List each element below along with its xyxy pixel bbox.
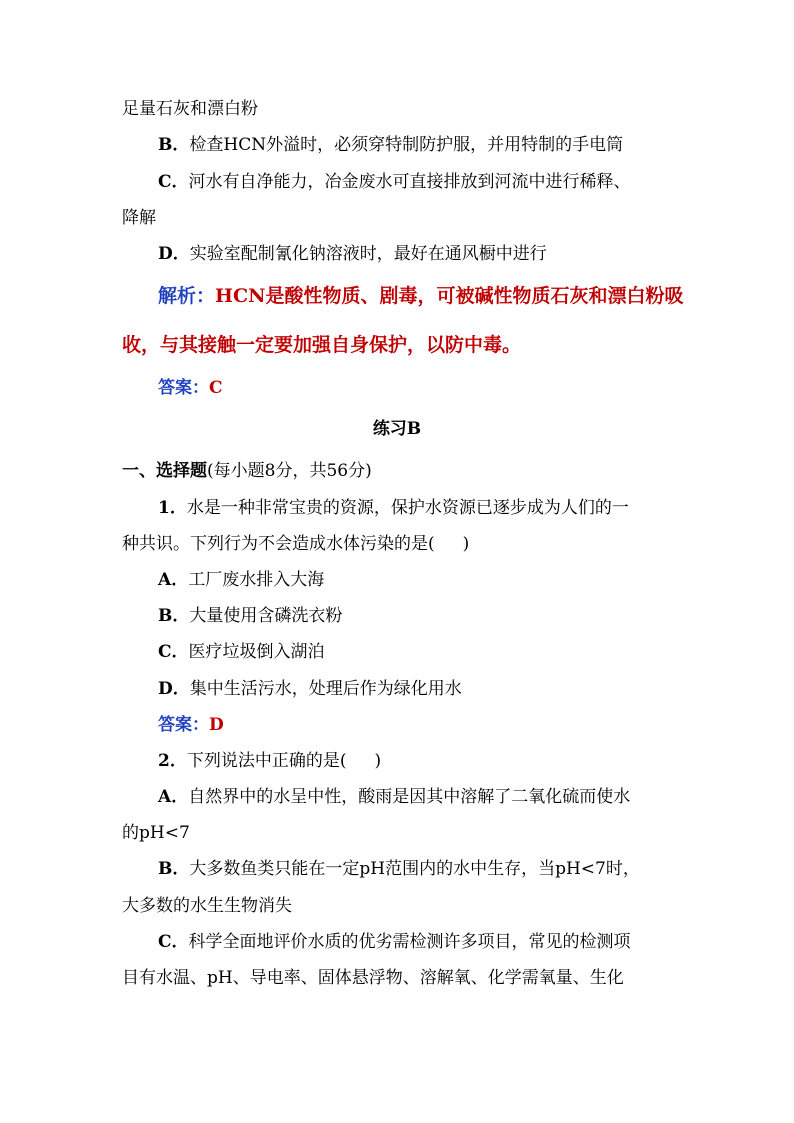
prev-option-b bbox=[158, 134, 718, 156]
option-text: 检查HCN外溢时，必须穿特制防护服，并用特制的手电筒 bbox=[189, 135, 624, 155]
question-text: 水是一种非常宝贵的资源，保护水资源已逐步成为人们的一 bbox=[186, 498, 629, 518]
q1-option-a bbox=[158, 569, 718, 591]
prev-question-continuation: 足量石灰和漂白粉 bbox=[122, 99, 258, 119]
option-text: 医疗垃圾倒入湖泊 bbox=[188, 642, 325, 662]
option-label: A． bbox=[158, 787, 189, 807]
q1-option-c bbox=[158, 641, 718, 663]
q2-option-c-cont: 目有水温、pH、导电率、固体悬浮物、溶解氧、化学需氧量、生化 bbox=[122, 968, 624, 988]
question-bracket-close: ) bbox=[462, 534, 470, 554]
prev-option-c bbox=[158, 171, 718, 193]
option-label: C． bbox=[158, 932, 189, 952]
q1-stem-line-2 bbox=[122, 533, 682, 555]
answer-value: C bbox=[209, 378, 223, 398]
q2-option-c bbox=[158, 931, 718, 953]
question-text: 下列说法中正确的是( bbox=[186, 751, 347, 771]
q2-stem bbox=[158, 750, 718, 772]
section-heading-bold: 一、选择题 bbox=[122, 461, 207, 481]
analysis-line-1 bbox=[158, 285, 718, 307]
option-text: 河水有自净能力，冶金废水可直接排放到河流中进行稀释、 bbox=[188, 172, 631, 192]
option-text: 大多数鱼类只能在一定pH范围内的水中生存，当pH<7时， bbox=[189, 859, 640, 879]
q1-option-d bbox=[158, 678, 718, 700]
section-heading-note: (每小题8分，共56分) bbox=[207, 461, 372, 481]
q1-stem-line-1 bbox=[158, 497, 718, 519]
prev-option-d bbox=[158, 243, 718, 265]
question-bracket-close: ) bbox=[374, 751, 382, 771]
answer-label: 答案： bbox=[158, 715, 209, 735]
option-label: B． bbox=[158, 135, 190, 155]
prev-option-c-cont: 降解 bbox=[122, 208, 156, 228]
section-title: 练习B bbox=[372, 419, 422, 439]
option-label: C． bbox=[158, 172, 189, 192]
option-text: 集中生活污水，处理后作为绿化用水 bbox=[189, 679, 462, 699]
question-text: 种共识。下列行为不会造成水体污染的是( bbox=[122, 534, 435, 554]
q2-option-a bbox=[158, 786, 718, 808]
option-label: C． bbox=[158, 642, 189, 662]
option-label: A． bbox=[158, 570, 189, 590]
q2-option-a-cont: 的pH<7 bbox=[122, 823, 190, 843]
answer-value: D bbox=[209, 715, 224, 735]
q2-option-b bbox=[158, 858, 718, 880]
option-label: B． bbox=[158, 859, 190, 879]
option-text: 实验室配制氰化钠溶液时，最好在通风橱中进行 bbox=[189, 244, 547, 264]
analysis-text: HCN是酸性物质、剧毒，可被碱性物质石灰和漂白粉吸 bbox=[215, 285, 684, 307]
option-text: 工厂废水排入大海 bbox=[188, 570, 325, 590]
q1-answer bbox=[158, 714, 718, 736]
option-text: 科学全面地评价水质的优劣需检测许多项目，常见的检测项 bbox=[188, 932, 631, 952]
analysis-label: 解析： bbox=[158, 285, 216, 307]
option-text: 大量使用含磷洗衣粉 bbox=[189, 606, 343, 626]
option-text: 自然界中的水呈中性，酸雨是因其中溶解了二氧化硫而使水 bbox=[188, 787, 631, 807]
question-number: 2． bbox=[158, 751, 187, 771]
analysis-line-2: 收，与其接触一定要加强自身保护，以防中毒。 bbox=[122, 334, 522, 356]
q2-option-b-cont: 大多数的水生生物消失 bbox=[122, 896, 292, 916]
option-label: D． bbox=[158, 244, 190, 264]
answer-label: 答案： bbox=[158, 378, 209, 398]
prev-answer bbox=[158, 377, 718, 399]
section-heading bbox=[122, 460, 682, 482]
question-number: 1． bbox=[158, 498, 187, 518]
option-label: D． bbox=[158, 679, 190, 699]
option-label: B． bbox=[158, 606, 190, 626]
q1-option-b bbox=[158, 605, 718, 627]
